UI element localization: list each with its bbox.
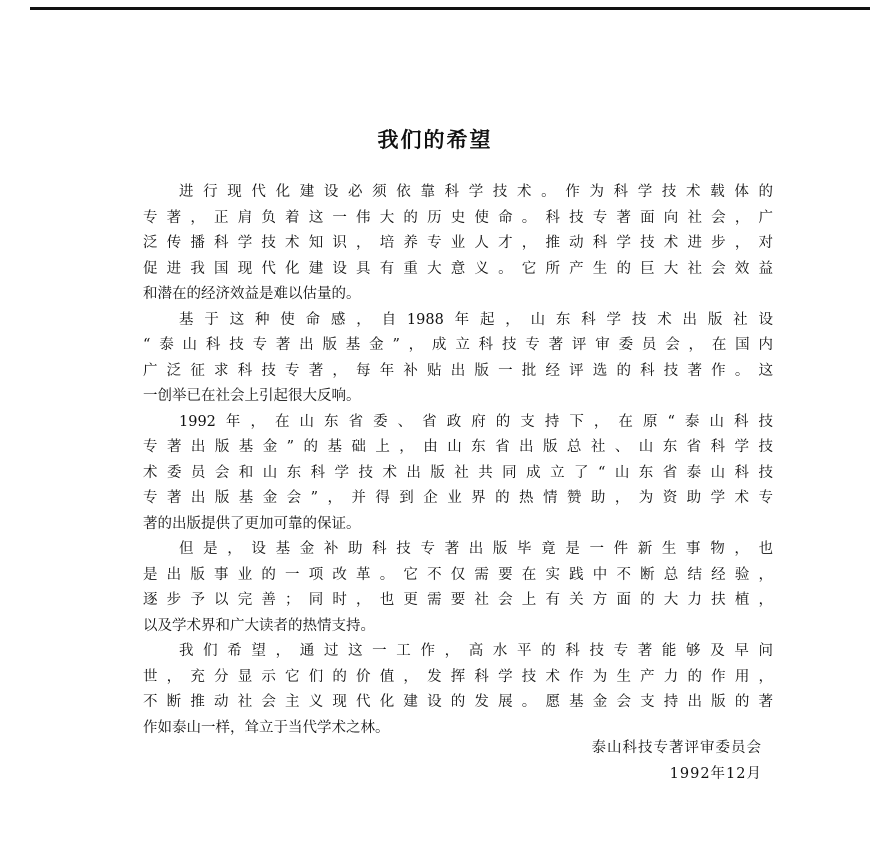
text-line: 我们希望，通过这一工作，高水平的科技专著能够及早问 [179,643,773,659]
text-line: 以及学术界和广大读者的热情支持。 [143,617,375,634]
text-line: 和潜在的经济效益是难以估量的。 [143,286,361,302]
paragraph-1 [143,180,773,308]
text-line: 基于这种使命感，自1988年起，山东科学技术出版社设 [179,311,773,328]
signature-date: 1992年12月 [669,766,762,782]
text-line: 一创举已在社会上引起很大反响。 [143,388,361,404]
text-line: 不断推动社会主义现代化建设的发展。愿基金会支持出版的著 [143,694,773,710]
text-line: 1992年，在山东省委、省政府的支持下，在原“泰山科技 [179,413,773,430]
text-line: 泛传播科学技术知识，培养专业人才，推动科学技术进步，对 [143,235,773,251]
text-line: 著的出版提供了更加可靠的保证。 [143,515,361,532]
text-line: 作如泰山一样，耸立于当代学术之林。 [143,719,390,736]
text-line: 进行现代化建设必须依靠科学技术。作为科学技术载体的 [179,184,773,200]
page-title: 我们的希望 [377,127,493,152]
text-line: 术委员会和山东科学技术出版社共同成立了“山东省泰山科技 [143,464,773,481]
paragraph-3 [143,410,773,538]
paragraph-4 [143,537,773,639]
signature [592,735,763,787]
top-rule [30,7,870,10]
signature-organization: 泰山科技专著评审委员会 [591,740,762,756]
text-line: 广泛征求科技专著，每年补贴出版一批经评选的科技著作。这 [143,362,773,379]
text-line: 逐步予以完善；同时，也更需要社会上有关方面的大力扶植， [143,592,773,608]
paragraph-2 [143,308,773,410]
text-line: 专著出版基金”的基础上，由山东省出版总社、山东省科学技 [143,439,773,455]
paragraph-5 [143,639,773,741]
text-line: 世，充分显示它们的价值，发挥科学技术作为生产力的作用， [143,668,773,685]
text-line: “泰山科技专著出版基金”，成立科技专著评审委员会，在国内 [143,337,773,353]
text-line: 但是，设基金补助科技专著出版毕竟是一件新生事物，也 [179,541,773,557]
text-line: 是出版事业的一项改革。它不仅需要在实践中不断总结经验， [143,566,773,583]
text-line: 专著，正肩负着这一伟大的历史使命。科技专著面向社会，广 [143,209,773,226]
text-line: 专著出版基金会”，并得到企业界的热情赞助，为资助学术专 [143,490,773,506]
body-text [143,180,773,741]
text-line: 促进我国现代化建设具有重大意义。它所产生的巨大社会效益 [143,260,773,277]
